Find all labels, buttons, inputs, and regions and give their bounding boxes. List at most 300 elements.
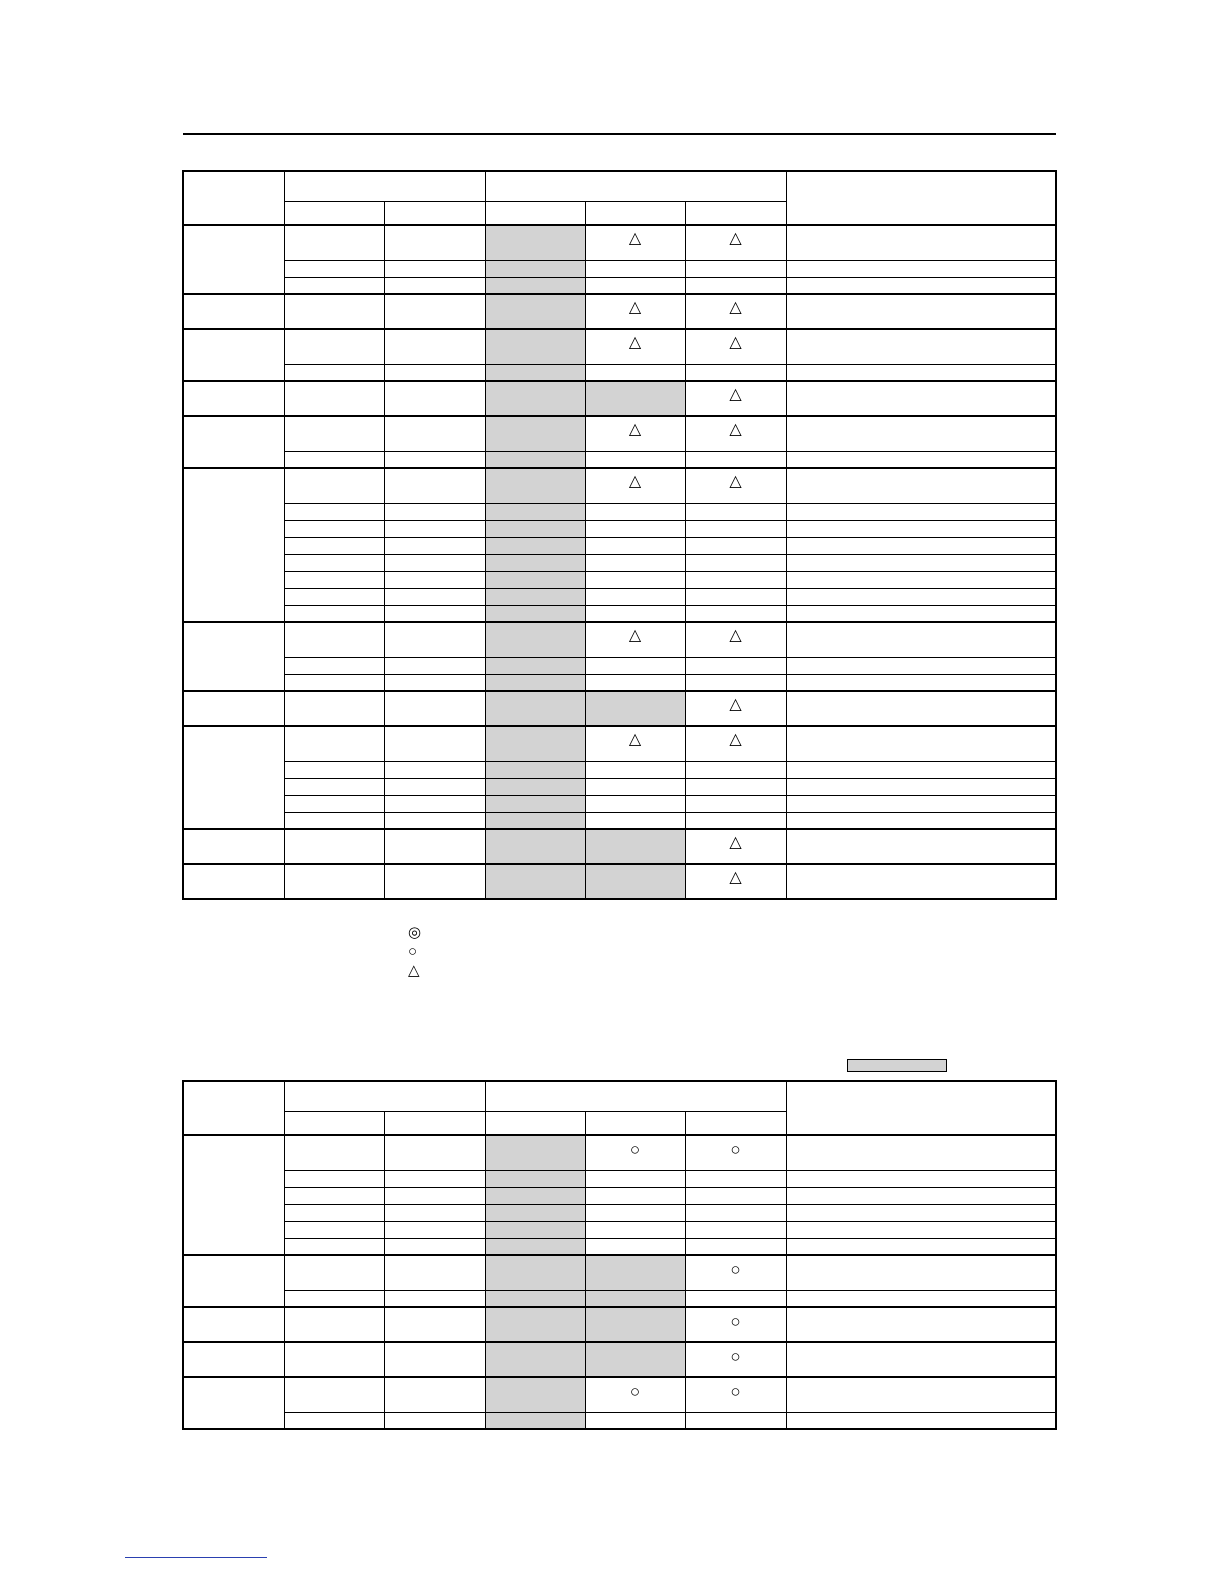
col-b3-cell — [685, 520, 786, 537]
col-b2-cell — [585, 225, 685, 260]
col-b3-cell — [685, 1170, 786, 1187]
category-cell — [183, 329, 284, 381]
table-row — [183, 554, 1056, 571]
circle-icon: ○ — [629, 1382, 641, 1401]
col-a1-cell — [284, 225, 384, 260]
col-b2-cell — [585, 588, 685, 605]
remarks-cell — [786, 468, 1056, 503]
col-b3-cell — [685, 1221, 786, 1238]
col-a2-cell — [384, 503, 485, 520]
remarks-cell — [786, 537, 1056, 554]
remarks-cell — [786, 329, 1056, 364]
col-b2-cell — [585, 622, 685, 657]
col-b1-cell — [485, 605, 585, 622]
col-a2-cell — [384, 605, 485, 622]
remarks-cell — [786, 260, 1056, 277]
header-sub-cell — [685, 1111, 786, 1135]
table-row — [183, 588, 1056, 605]
col-b2-cell — [585, 657, 685, 674]
col-b1-cell — [485, 294, 585, 329]
col-a2-cell — [384, 294, 485, 329]
remarks-cell — [786, 451, 1056, 468]
col-b1-cell — [485, 1221, 585, 1238]
col-b1-cell — [485, 657, 585, 674]
category-cell — [183, 294, 284, 329]
triangle-icon: △ — [729, 696, 742, 713]
table-row — [183, 416, 1056, 451]
remarks-cell — [786, 761, 1056, 778]
header-group-a-cell — [284, 1081, 485, 1111]
col-a2-cell — [384, 622, 485, 657]
table-row — [183, 1290, 1056, 1307]
col-a1-cell — [284, 864, 384, 899]
table-row — [183, 622, 1056, 657]
col-a2-cell — [384, 416, 485, 451]
category-cell — [183, 468, 284, 622]
col-b3-cell — [685, 674, 786, 691]
col-a2-cell — [384, 1187, 485, 1204]
col-a2-cell — [384, 829, 485, 864]
col-a2-cell — [384, 1221, 485, 1238]
remarks-cell — [786, 554, 1056, 571]
col-b3-cell — [685, 381, 786, 416]
col-a1-cell — [284, 451, 384, 468]
remarks-cell — [786, 674, 1056, 691]
table-row — [183, 1342, 1056, 1377]
remarks-cell — [786, 657, 1056, 674]
col-b2-cell — [585, 778, 685, 795]
triangle-icon: △ — [628, 627, 642, 644]
table-row — [183, 329, 1056, 364]
col-b3-cell — [685, 726, 786, 761]
col-b2-cell — [585, 537, 685, 554]
col-b2-cell — [585, 329, 685, 364]
col-b1-cell — [485, 381, 585, 416]
col-b2-cell — [585, 571, 685, 588]
table-row — [183, 761, 1056, 778]
remarks-cell — [786, 1204, 1056, 1221]
col-a2-cell — [384, 225, 485, 260]
header-sub-cell — [284, 1111, 384, 1135]
col-b2-cell — [585, 1290, 685, 1307]
col-b3-cell — [685, 778, 786, 795]
remarks-cell — [786, 1377, 1056, 1412]
category-cell — [183, 691, 284, 726]
col-a1-cell — [284, 588, 384, 605]
col-a1-cell — [284, 277, 384, 294]
remarks-cell — [786, 691, 1056, 726]
col-b1-cell — [485, 1255, 585, 1290]
table-row — [183, 451, 1056, 468]
col-b1-cell — [485, 260, 585, 277]
col-b2-cell — [585, 864, 685, 899]
col-b3-cell — [685, 1377, 786, 1412]
col-a1-cell — [284, 1204, 384, 1221]
table-row — [183, 571, 1056, 588]
col-a1-cell — [284, 1307, 384, 1342]
col-a1-cell — [284, 657, 384, 674]
table-row — [183, 537, 1056, 554]
table-row — [183, 778, 1056, 795]
triangle-icon: △ — [628, 299, 642, 316]
triangle-icon: △ — [628, 230, 642, 247]
col-b3-cell — [685, 537, 786, 554]
col-a1-cell — [284, 1187, 384, 1204]
circle-icon: ○ — [730, 1382, 741, 1401]
remarks-cell — [786, 277, 1056, 294]
col-a2-cell — [384, 468, 485, 503]
col-a2-cell — [384, 1238, 485, 1255]
legend-double-circle-icon: ◎ — [408, 924, 422, 941]
col-b2-cell — [585, 294, 685, 329]
table-row — [183, 520, 1056, 537]
col-b1-cell — [485, 778, 585, 795]
col-b1-cell — [485, 761, 585, 778]
shaded-legend-box — [847, 1059, 947, 1072]
header-category-cell — [183, 171, 284, 225]
remarks-cell — [786, 864, 1056, 899]
header-remarks-cell — [786, 171, 1056, 225]
col-b2-cell — [585, 416, 685, 451]
col-b2-cell — [585, 1170, 685, 1187]
header-row-1 — [183, 171, 1056, 201]
col-b3-cell — [685, 622, 786, 657]
col-a2-cell — [384, 381, 485, 416]
triangle-icon: △ — [729, 869, 742, 886]
legend-triangle-icon: △ — [408, 962, 420, 979]
category-cell — [183, 622, 284, 691]
header-category-cell — [183, 1081, 284, 1135]
remarks-cell — [786, 605, 1056, 622]
triangle-icon: △ — [729, 334, 742, 351]
col-a1-cell — [284, 812, 384, 829]
col-b2-cell — [585, 1187, 685, 1204]
table-row — [183, 1238, 1056, 1255]
col-a2-cell — [384, 1307, 485, 1342]
category-cell — [183, 381, 284, 416]
col-a2-cell — [384, 1377, 485, 1412]
col-b1-cell — [485, 1307, 585, 1342]
col-b1-cell — [485, 364, 585, 381]
col-b3-cell — [685, 571, 786, 588]
category-cell — [183, 726, 284, 829]
col-b2-cell — [585, 1255, 685, 1290]
col-b3-cell — [685, 657, 786, 674]
category-cell — [183, 1377, 284, 1429]
table-row — [183, 1255, 1056, 1290]
col-b3-cell — [685, 451, 786, 468]
table-row — [183, 812, 1056, 829]
header-sub-cell — [384, 1111, 485, 1135]
table-row — [183, 691, 1056, 726]
col-b1-cell — [485, 520, 585, 537]
col-b2-cell — [585, 554, 685, 571]
col-b2-cell — [585, 674, 685, 691]
col-b1-cell — [485, 451, 585, 468]
table-row — [183, 503, 1056, 520]
col-a2-cell — [384, 1290, 485, 1307]
col-a1-cell — [284, 795, 384, 812]
col-a1-cell — [284, 726, 384, 761]
col-a2-cell — [384, 588, 485, 605]
triangle-icon: △ — [628, 421, 642, 438]
header-sub-cell — [384, 201, 485, 225]
category-cell — [183, 1135, 284, 1255]
col-a1-cell — [284, 1377, 384, 1412]
col-b3-cell — [685, 329, 786, 364]
col-b1-cell — [485, 864, 585, 899]
col-a1-cell — [284, 622, 384, 657]
col-b1-cell — [485, 416, 585, 451]
col-b2-cell — [585, 1135, 685, 1170]
circle-icon: ○ — [730, 1312, 741, 1331]
table-row — [183, 364, 1056, 381]
triangle-icon: △ — [729, 421, 742, 438]
col-a1-cell — [284, 520, 384, 537]
col-a1-cell — [284, 537, 384, 554]
table-row — [183, 605, 1056, 622]
col-b2-cell — [585, 726, 685, 761]
col-b2-cell — [585, 277, 685, 294]
triangle-icon: △ — [628, 334, 642, 351]
col-b2-cell — [585, 381, 685, 416]
remarks-cell — [786, 1290, 1056, 1307]
col-b2-cell — [585, 795, 685, 812]
col-a2-cell — [384, 657, 485, 674]
col-b3-cell — [685, 416, 786, 451]
col-b3-cell — [685, 1342, 786, 1377]
col-b2-cell — [585, 691, 685, 726]
col-b3-cell — [685, 1255, 786, 1290]
col-a1-cell — [284, 1342, 384, 1377]
col-b2-cell — [585, 520, 685, 537]
col-b3-cell — [685, 364, 786, 381]
col-b1-cell — [485, 1290, 585, 1307]
col-b3-cell — [685, 588, 786, 605]
table-row — [183, 1221, 1056, 1238]
circle-icon: ○ — [730, 1260, 741, 1279]
table-row — [183, 795, 1056, 812]
col-a2-cell — [384, 537, 485, 554]
col-b1-cell — [485, 1204, 585, 1221]
footer-link-underline[interactable] — [125, 1557, 267, 1558]
col-b3-cell — [685, 605, 786, 622]
col-a2-cell — [384, 864, 485, 899]
col-a2-cell — [384, 277, 485, 294]
col-b3-cell — [685, 277, 786, 294]
table-row — [183, 294, 1056, 329]
col-a2-cell — [384, 812, 485, 829]
col-b1-cell — [485, 1170, 585, 1187]
table-row — [183, 726, 1056, 761]
col-a2-cell — [384, 260, 485, 277]
remarks-cell — [786, 1255, 1056, 1290]
table-row — [183, 1204, 1056, 1221]
col-a2-cell — [384, 364, 485, 381]
col-a1-cell — [284, 381, 384, 416]
col-b2-cell — [585, 1221, 685, 1238]
compatibility-table-2 — [182, 1080, 1057, 1430]
col-b2-cell — [585, 1307, 685, 1342]
triangle-icon: △ — [729, 731, 742, 748]
remarks-cell — [786, 1135, 1056, 1170]
col-a1-cell — [284, 329, 384, 364]
col-a1-cell — [284, 1221, 384, 1238]
col-b3-cell — [685, 1187, 786, 1204]
col-b3-cell — [685, 795, 786, 812]
col-b1-cell — [485, 225, 585, 260]
col-b1-cell — [485, 277, 585, 294]
header-sub-cell — [585, 1111, 685, 1135]
col-b2-cell — [585, 1238, 685, 1255]
col-a2-cell — [384, 329, 485, 364]
col-b3-cell — [685, 691, 786, 726]
remarks-cell — [786, 364, 1056, 381]
col-a1-cell — [284, 605, 384, 622]
remarks-cell — [786, 588, 1056, 605]
triangle-icon: △ — [628, 473, 642, 490]
triangle-icon: △ — [729, 834, 742, 851]
table-row — [183, 1187, 1056, 1204]
header-remarks-cell — [786, 1081, 1056, 1135]
col-b1-cell — [485, 503, 585, 520]
col-b2-cell — [585, 761, 685, 778]
col-b2-cell — [585, 451, 685, 468]
col-b3-cell — [685, 761, 786, 778]
remarks-cell — [786, 520, 1056, 537]
col-a2-cell — [384, 691, 485, 726]
col-b3-cell — [685, 829, 786, 864]
col-b3-cell — [685, 554, 786, 571]
col-b2-cell — [585, 260, 685, 277]
col-a1-cell — [284, 468, 384, 503]
col-a2-cell — [384, 674, 485, 691]
table-row — [183, 674, 1056, 691]
col-a1-cell — [284, 761, 384, 778]
table-row — [183, 1170, 1056, 1187]
remarks-cell — [786, 726, 1056, 761]
col-b1-cell — [485, 795, 585, 812]
col-b3-cell — [685, 864, 786, 899]
table-row — [183, 277, 1056, 294]
circle-icon: ○ — [730, 1140, 741, 1159]
category-cell — [183, 864, 284, 899]
col-b1-cell — [485, 468, 585, 503]
category-cell — [183, 829, 284, 864]
category-cell — [183, 1342, 284, 1377]
col-a1-cell — [284, 674, 384, 691]
col-b2-cell — [585, 1412, 685, 1429]
col-a1-cell — [284, 260, 384, 277]
col-a2-cell — [384, 451, 485, 468]
col-b2-cell — [585, 364, 685, 381]
col-b1-cell — [485, 329, 585, 364]
header-sub-cell — [685, 201, 786, 225]
table-row — [183, 260, 1056, 277]
col-a2-cell — [384, 1342, 485, 1377]
category-cell — [183, 1307, 284, 1342]
header-sub-cell — [485, 1111, 585, 1135]
triangle-icon: △ — [729, 299, 742, 316]
col-b3-cell — [685, 1307, 786, 1342]
header-sub-cell — [485, 201, 585, 225]
col-a2-cell — [384, 520, 485, 537]
col-a2-cell — [384, 761, 485, 778]
table-row — [183, 225, 1056, 260]
col-b1-cell — [485, 1238, 585, 1255]
header-sub-cell — [585, 201, 685, 225]
col-b1-cell — [485, 1342, 585, 1377]
col-b3-cell — [685, 1204, 786, 1221]
col-b3-cell — [685, 503, 786, 520]
triangle-icon: △ — [729, 627, 742, 644]
remarks-cell — [786, 1342, 1056, 1377]
col-b2-cell — [585, 1377, 685, 1412]
category-cell — [183, 1255, 284, 1307]
remarks-cell — [786, 1221, 1056, 1238]
remarks-cell — [786, 622, 1056, 657]
triangle-icon: △ — [729, 386, 742, 403]
remarks-cell — [786, 812, 1056, 829]
col-b3-cell — [685, 1238, 786, 1255]
col-a1-cell — [284, 364, 384, 381]
circle-icon: ○ — [730, 1347, 741, 1366]
table-row — [183, 1377, 1056, 1412]
col-a2-cell — [384, 726, 485, 761]
remarks-cell — [786, 1307, 1056, 1342]
col-a2-cell — [384, 1255, 485, 1290]
col-a1-cell — [284, 1412, 384, 1429]
col-a2-cell — [384, 1204, 485, 1221]
remarks-cell — [786, 416, 1056, 451]
header-rule — [183, 133, 1056, 135]
table-row — [183, 657, 1056, 674]
table-row — [183, 381, 1056, 416]
compatibility-table-1 — [182, 170, 1057, 900]
col-b1-cell — [485, 571, 585, 588]
header-sub-cell — [284, 201, 384, 225]
col-b1-cell — [485, 1377, 585, 1412]
table-row — [183, 1135, 1056, 1170]
table-row — [183, 468, 1056, 503]
remarks-cell — [786, 571, 1056, 588]
col-b1-cell — [485, 1135, 585, 1170]
col-a1-cell — [284, 294, 384, 329]
header-group-b-cell — [485, 171, 786, 201]
col-b3-cell — [685, 225, 786, 260]
col-b3-cell — [685, 812, 786, 829]
remarks-cell — [786, 503, 1056, 520]
col-a1-cell — [284, 1238, 384, 1255]
remarks-cell — [786, 1170, 1056, 1187]
legend-circle-icon: ○ — [408, 943, 418, 960]
col-a2-cell — [384, 795, 485, 812]
remarks-cell — [786, 225, 1056, 260]
header-group-a-cell — [284, 171, 485, 201]
table-row — [183, 1412, 1056, 1429]
remarks-cell — [786, 381, 1056, 416]
col-a1-cell — [284, 571, 384, 588]
triangle-icon: △ — [729, 473, 742, 490]
col-a1-cell — [284, 554, 384, 571]
remarks-cell — [786, 795, 1056, 812]
header-row-1 — [183, 1081, 1056, 1111]
col-b3-cell — [685, 1290, 786, 1307]
header-group-b-cell — [485, 1081, 786, 1111]
table-row — [183, 829, 1056, 864]
col-b1-cell — [485, 622, 585, 657]
col-b1-cell — [485, 554, 585, 571]
